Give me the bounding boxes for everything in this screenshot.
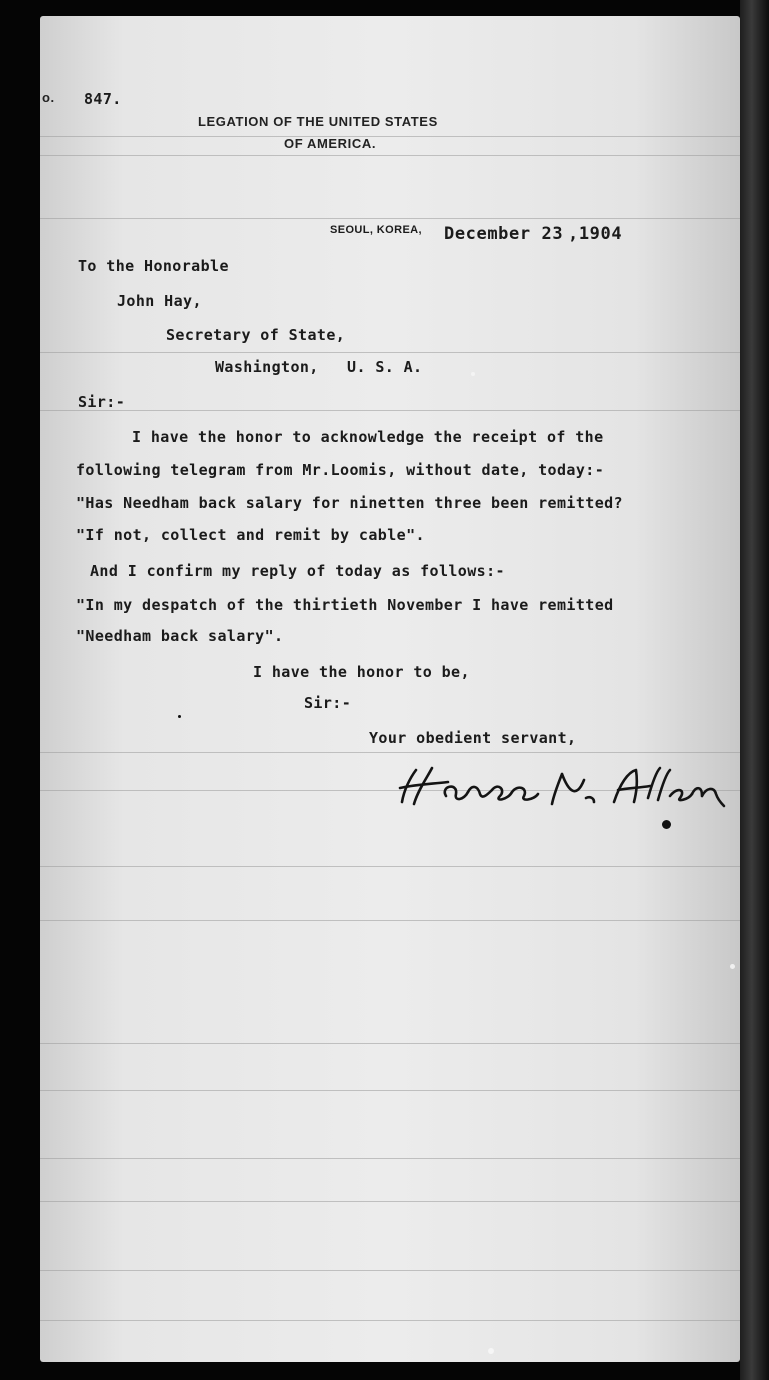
film-speck [471,372,475,376]
ruled-line [40,1043,740,1044]
dateline-date: December 23 [444,224,564,244]
handwritten-signature [388,760,728,824]
body-line: "Has Needham back salary for ninetten three been remitted? [76,494,623,512]
address-name: John Hay, [117,292,202,310]
despatch-number: 847. [84,90,122,108]
film-speck [178,715,181,718]
ruled-line [40,920,740,921]
address-title: Secretary of State, [166,326,346,344]
ruled-line [40,410,740,411]
ruled-line [40,1090,740,1091]
body-line: And I confirm my reply of today as follows:- [90,562,505,580]
film-speck [488,1348,494,1354]
ruled-line [40,218,740,219]
ruled-line [40,866,740,867]
body-line: "In my despatch of the thirtieth November I have remitted [76,596,614,614]
body-line: "If not, collect and remit by cable". [76,526,425,544]
body-line: "Needham back salary". [76,627,284,645]
ruled-line [40,155,740,156]
address-salutation: To the Honorable [78,257,229,275]
letterhead-line2: OF AMERICA. [284,136,377,151]
address-location: Washington, U. S. A. [215,358,423,376]
body-line: following telegram from Mr.Loomis, without date, today:- [76,461,605,479]
letterhead-line1: LEGATION OF THE UNITED STATES [198,114,438,129]
ruled-line [40,752,740,753]
film-speck [662,820,671,829]
ruled-line [40,1270,740,1271]
ruled-line [40,352,740,353]
ruled-line [40,1158,740,1159]
film-edge [740,0,769,1380]
body-line: I have the honor to acknowledge the receipt of the [132,428,604,446]
ruled-line [40,1201,740,1202]
closing-line1: I have the honor to be, [253,663,470,681]
dateline-place: SEOUL, KOREA, [330,224,422,236]
despatch-prefix: o. [42,90,55,105]
body-greeting: Sir:- [78,393,126,411]
closing-line2: Sir:- [304,694,352,712]
closing-line3: Your obedient servant, [369,729,577,747]
film-speck [730,964,735,969]
dateline-year: ,1904 [568,224,623,244]
ruled-line [40,1320,740,1321]
ruled-line [40,136,740,137]
